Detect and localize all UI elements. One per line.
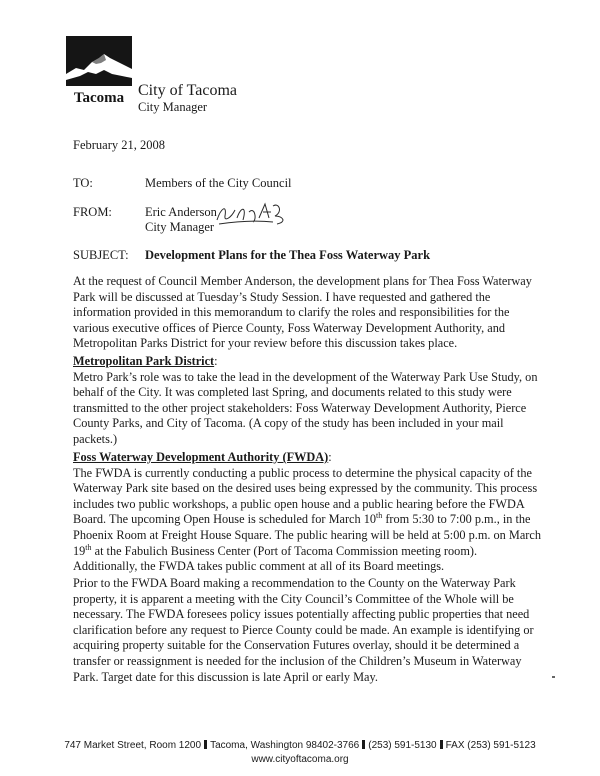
footer-city: Tacoma, Washington 98402-3766 <box>210 740 360 751</box>
footer-address: 747 Market Street, Room 1200 <box>64 740 202 751</box>
memo-date: February 21, 2008 <box>73 138 165 152</box>
handwritten-initials-signature <box>213 198 293 228</box>
footer-website: www.cityoftacoma.org <box>251 754 349 765</box>
separator-bar-icon <box>204 740 207 749</box>
org-department: City Manager <box>138 100 208 114</box>
from-title: City Manager <box>145 220 215 234</box>
to-value: Members of the City Council <box>145 176 292 190</box>
from-name: Eric Anderson <box>145 205 217 219</box>
subject-value: Development Plans for the Thea Foss Waterway Park <box>145 248 431 262</box>
from-label: FROM: <box>73 205 112 219</box>
city-of-tacoma-logo <box>66 36 132 106</box>
section-metro-parks: Metropolitan Park District: Metro Park’s role was to take the lead in the development of the Waterway Park Use Study, on behalf of the City. It was completed last Spring, and documents related to this study were transmitted to the other project stakeholders: Foss Waterway Development Authority, Pierce County Parks, and City of Tacoma. (A copy of the study has been included in your mail packets.) <box>73 354 538 446</box>
footer-fax: FAX (253) 591-5123 <box>445 740 536 751</box>
section-heading-metro-parks: Metropolitan Park District <box>73 354 215 368</box>
footer-phone: (253) 591-5130 <box>368 740 437 751</box>
separator-bar-icon <box>362 740 365 749</box>
subject-label: SUBJECT: <box>73 248 129 262</box>
to-label: TO: <box>73 176 93 190</box>
section-text-metro-parks: Metro Park’s role was to take the lead in the development of the Waterway Park Use Study, on behalf of the City. It was completed last Spring, and documents related to this study were transmitted to the other project stakeholders: Foss Waterway Development Authority, Pierce County Parks, and City of Tacoma. (A copy of the study has been included in your mail packets.) <box>73 369 538 446</box>
separator-bar-icon <box>440 740 443 749</box>
section-fwda: Foss Waterway Development Authority (FWDA): The FWDA is currently conducting a public process to determine the physical capacity of the Waterway Park site based on the desired uses being expressed by the community. This process includes two public workshops, a public open house and a public hearing before the FWDA Board. The upcoming Open House is scheduled for March 10th from 5:30 to 7:00 p.m., in the Phoenix Room at Freight House Square. The public hearing will be held at 5:00 p.m. on March 19th at the Fabulich Business Center (Port of Tacoma Commission meeting room). Additionally, the FWDA takes public comment at all of its Board meetings. <box>73 450 541 574</box>
section-heading-fwda: Foss Waterway Development Authority (FWDA) <box>73 450 329 464</box>
org-name: City of Tacoma <box>138 82 238 99</box>
closing-paragraph: Prior to the FWDA Board making a recommendation to the County on the Waterway Park property, it is apparent a meeting with the City Council’s Committee of the Whole will be necessary. The FWDA foresees policy issues potentially affecting public properties that need clarification before any request to Pierce County could be made. An example is identifying or acquiring property suitable for the Conservation Futures overlay, should it be determined a transfer or reassignment is needed for the inclusion of the Children’s Museum in Waterway Park. Target date for this discussion is late April or early May. <box>73 576 534 684</box>
logo-wordmark: Tacoma <box>73 90 125 106</box>
footer-contact-line <box>0 740 600 751</box>
scan-speck <box>552 676 555 678</box>
intro-paragraph: At the request of Council Member Anderson, the development plans for Thea Foss Waterway Park will be discussed at Tuesday’s Study Session. I have requested and gathered the information provided in this memorandum to clarify the roles and responsibilities for the various executive offices of Pierce County, Foss Waterway Development Authority, and Metropolitan Parks District for your review before this discussion takes place. <box>73 274 532 351</box>
